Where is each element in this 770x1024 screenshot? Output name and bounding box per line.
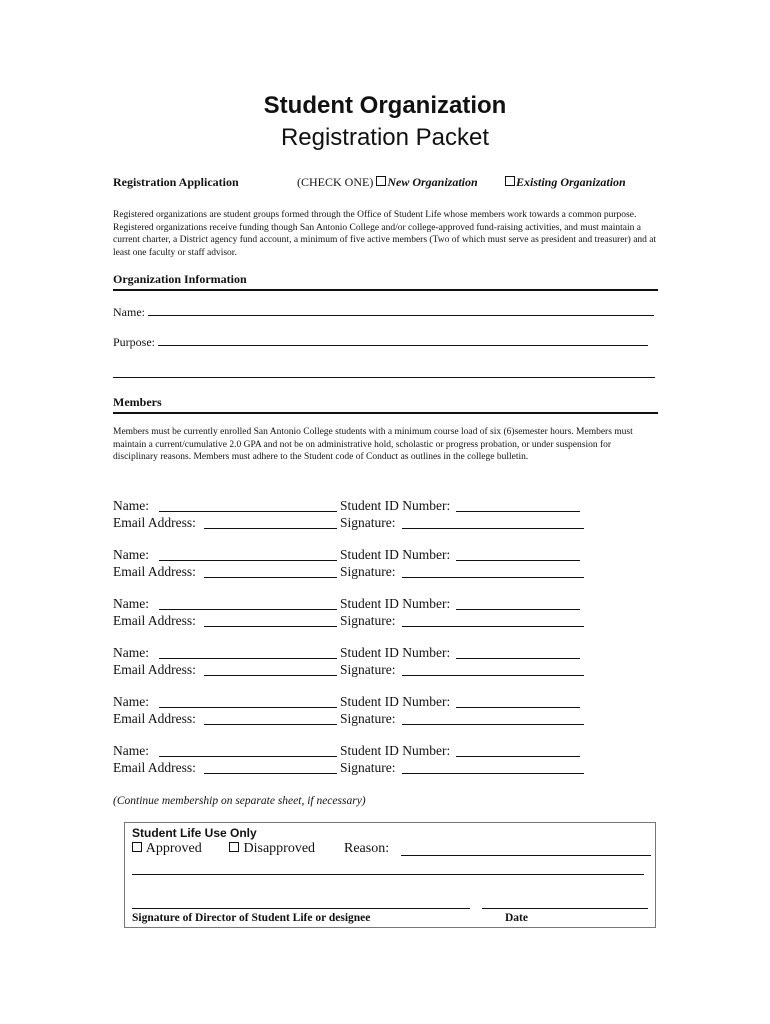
student-id-input[interactable]: [456, 547, 580, 561]
email-address-label: Email Address:: [113, 760, 196, 775]
disapproved-label: Disapproved: [243, 841, 316, 856]
reason-label: Reason:: [344, 841, 390, 856]
signature-input[interactable]: [402, 613, 584, 627]
existing-organization-option: [505, 175, 626, 190]
director-signature-label: Signature of Director of Student Life or designee: [132, 912, 371, 924]
check-one-group: [297, 175, 478, 190]
signature-label: Signature:: [340, 613, 396, 628]
member-name-label: Name:: [113, 694, 149, 709]
organization-purpose-label: Purpose:: [113, 335, 155, 349]
reason-input[interactable]: [401, 855, 651, 856]
member-name-input[interactable]: [159, 743, 337, 757]
student-id-label: Student ID Number:: [340, 645, 451, 660]
organization-name-label: Name:: [113, 305, 145, 319]
member-name-label: Name:: [113, 547, 149, 562]
member-name-label: Name:: [113, 596, 149, 611]
director-signature-input[interactable]: [132, 908, 470, 909]
member-name-label: Name:: [113, 645, 149, 660]
organization-purpose-field: [113, 335, 648, 350]
member-entry: [113, 596, 613, 630]
intro-paragraph: Registered organizations are student groups formed through the Office of Student Life whose members work towards a common purpose. Registered organizations receive funding though San Antonio College and/or college-approved fund-raising activities, and must maintain a current charter, a District agency fund account, a minimum of five active members (Two of which must serve as president and treasurer) and at least one faculty or staff advisor.: [113, 210, 657, 258]
date-label: Date: [505, 912, 528, 924]
student-id-input[interactable]: [456, 694, 580, 708]
signature-label: Signature:: [340, 711, 396, 726]
signature-label: Signature:: [340, 564, 396, 579]
student-id-label: Student ID Number:: [340, 498, 451, 513]
page-title: Student Organization: [263, 92, 507, 119]
signature-input[interactable]: [402, 760, 584, 774]
member-name-input[interactable]: [159, 694, 337, 708]
email-address-input[interactable]: [204, 564, 337, 578]
member-name-input[interactable]: [159, 596, 337, 610]
organization-name-field: [113, 305, 654, 320]
email-address-input[interactable]: [204, 662, 337, 676]
new-organization-label: New Organization: [387, 175, 478, 189]
member-entry: [113, 498, 613, 532]
disapproved-option: [229, 841, 315, 857]
organization-purpose-input[interactable]: [158, 335, 648, 346]
student-id-input[interactable]: [456, 596, 580, 610]
student-id-input[interactable]: [456, 498, 580, 512]
student-id-label: Student ID Number:: [340, 743, 451, 758]
existing-organization-label: Existing Organization: [516, 175, 626, 189]
signature-label: Signature:: [340, 662, 396, 677]
registration-application-label: Registration Application: [113, 175, 239, 189]
email-address-label: Email Address:: [113, 662, 196, 677]
approved-label: Approved: [145, 841, 202, 856]
check-one-label: (CHECK ONE): [297, 175, 374, 189]
email-address-label: Email Address:: [113, 711, 196, 726]
member-name-label: Name:: [113, 498, 149, 513]
approved-checkbox[interactable]: [132, 842, 142, 852]
continue-membership-note: (Continue membership on separate sheet, if necessary): [113, 795, 366, 807]
page-subtitle: Registration Packet: [280, 124, 490, 151]
member-name-input[interactable]: [159, 547, 337, 561]
signature-input[interactable]: [402, 711, 584, 725]
email-address-input[interactable]: [204, 711, 337, 725]
email-address-input[interactable]: [204, 613, 337, 627]
organization-information-heading: Organization Information: [113, 272, 658, 291]
member-entry: [113, 645, 613, 679]
student-id-input[interactable]: [456, 743, 580, 757]
approved-option: [132, 841, 202, 857]
student-id-label: Student ID Number:: [340, 547, 451, 562]
reason-input-continued[interactable]: [132, 874, 644, 875]
members-requirements-note: Members must be currently enrolled San Antonio College students with a minimum course load of six (6)semester hours. Members must maintain a current/cumulative 2.0 GPA and not be on administrative hold, scholastic or progress probation, or under suspension for disciplinary reasons. Members must adhere to the Student code of Conduct as outlines in the college bulletin.: [113, 427, 633, 463]
new-organization-checkbox[interactable]: [376, 176, 386, 186]
email-address-input[interactable]: [204, 760, 337, 774]
email-address-label: Email Address:: [113, 515, 196, 530]
student-life-use-only-title: Student Life Use Only: [132, 826, 257, 840]
signature-input[interactable]: [402, 662, 584, 676]
registration-type-row: [113, 175, 626, 190]
organization-name-input[interactable]: [148, 305, 654, 316]
organization-purpose-input-continued[interactable]: [113, 377, 655, 378]
student-id-input[interactable]: [456, 645, 580, 659]
signature-input[interactable]: [402, 515, 584, 529]
member-entry: [113, 694, 613, 728]
email-address-label: Email Address:: [113, 613, 196, 628]
student-id-label: Student ID Number:: [340, 694, 451, 709]
student-life-use-only-box: [124, 822, 656, 928]
date-input[interactable]: [482, 908, 648, 909]
disapproved-checkbox[interactable]: [229, 842, 239, 852]
member-name-label: Name:: [113, 743, 149, 758]
members-heading: Members: [113, 395, 658, 414]
signature-label: Signature:: [340, 515, 396, 530]
email-address-input[interactable]: [204, 515, 337, 529]
signature-label: Signature:: [340, 760, 396, 775]
member-name-input[interactable]: [159, 498, 337, 512]
existing-organization-checkbox[interactable]: [505, 176, 515, 186]
signature-input[interactable]: [402, 564, 584, 578]
member-entry: [113, 547, 613, 581]
member-entry: [113, 743, 613, 777]
member-name-input[interactable]: [159, 645, 337, 659]
student-id-label: Student ID Number:: [340, 596, 451, 611]
email-address-label: Email Address:: [113, 564, 196, 579]
